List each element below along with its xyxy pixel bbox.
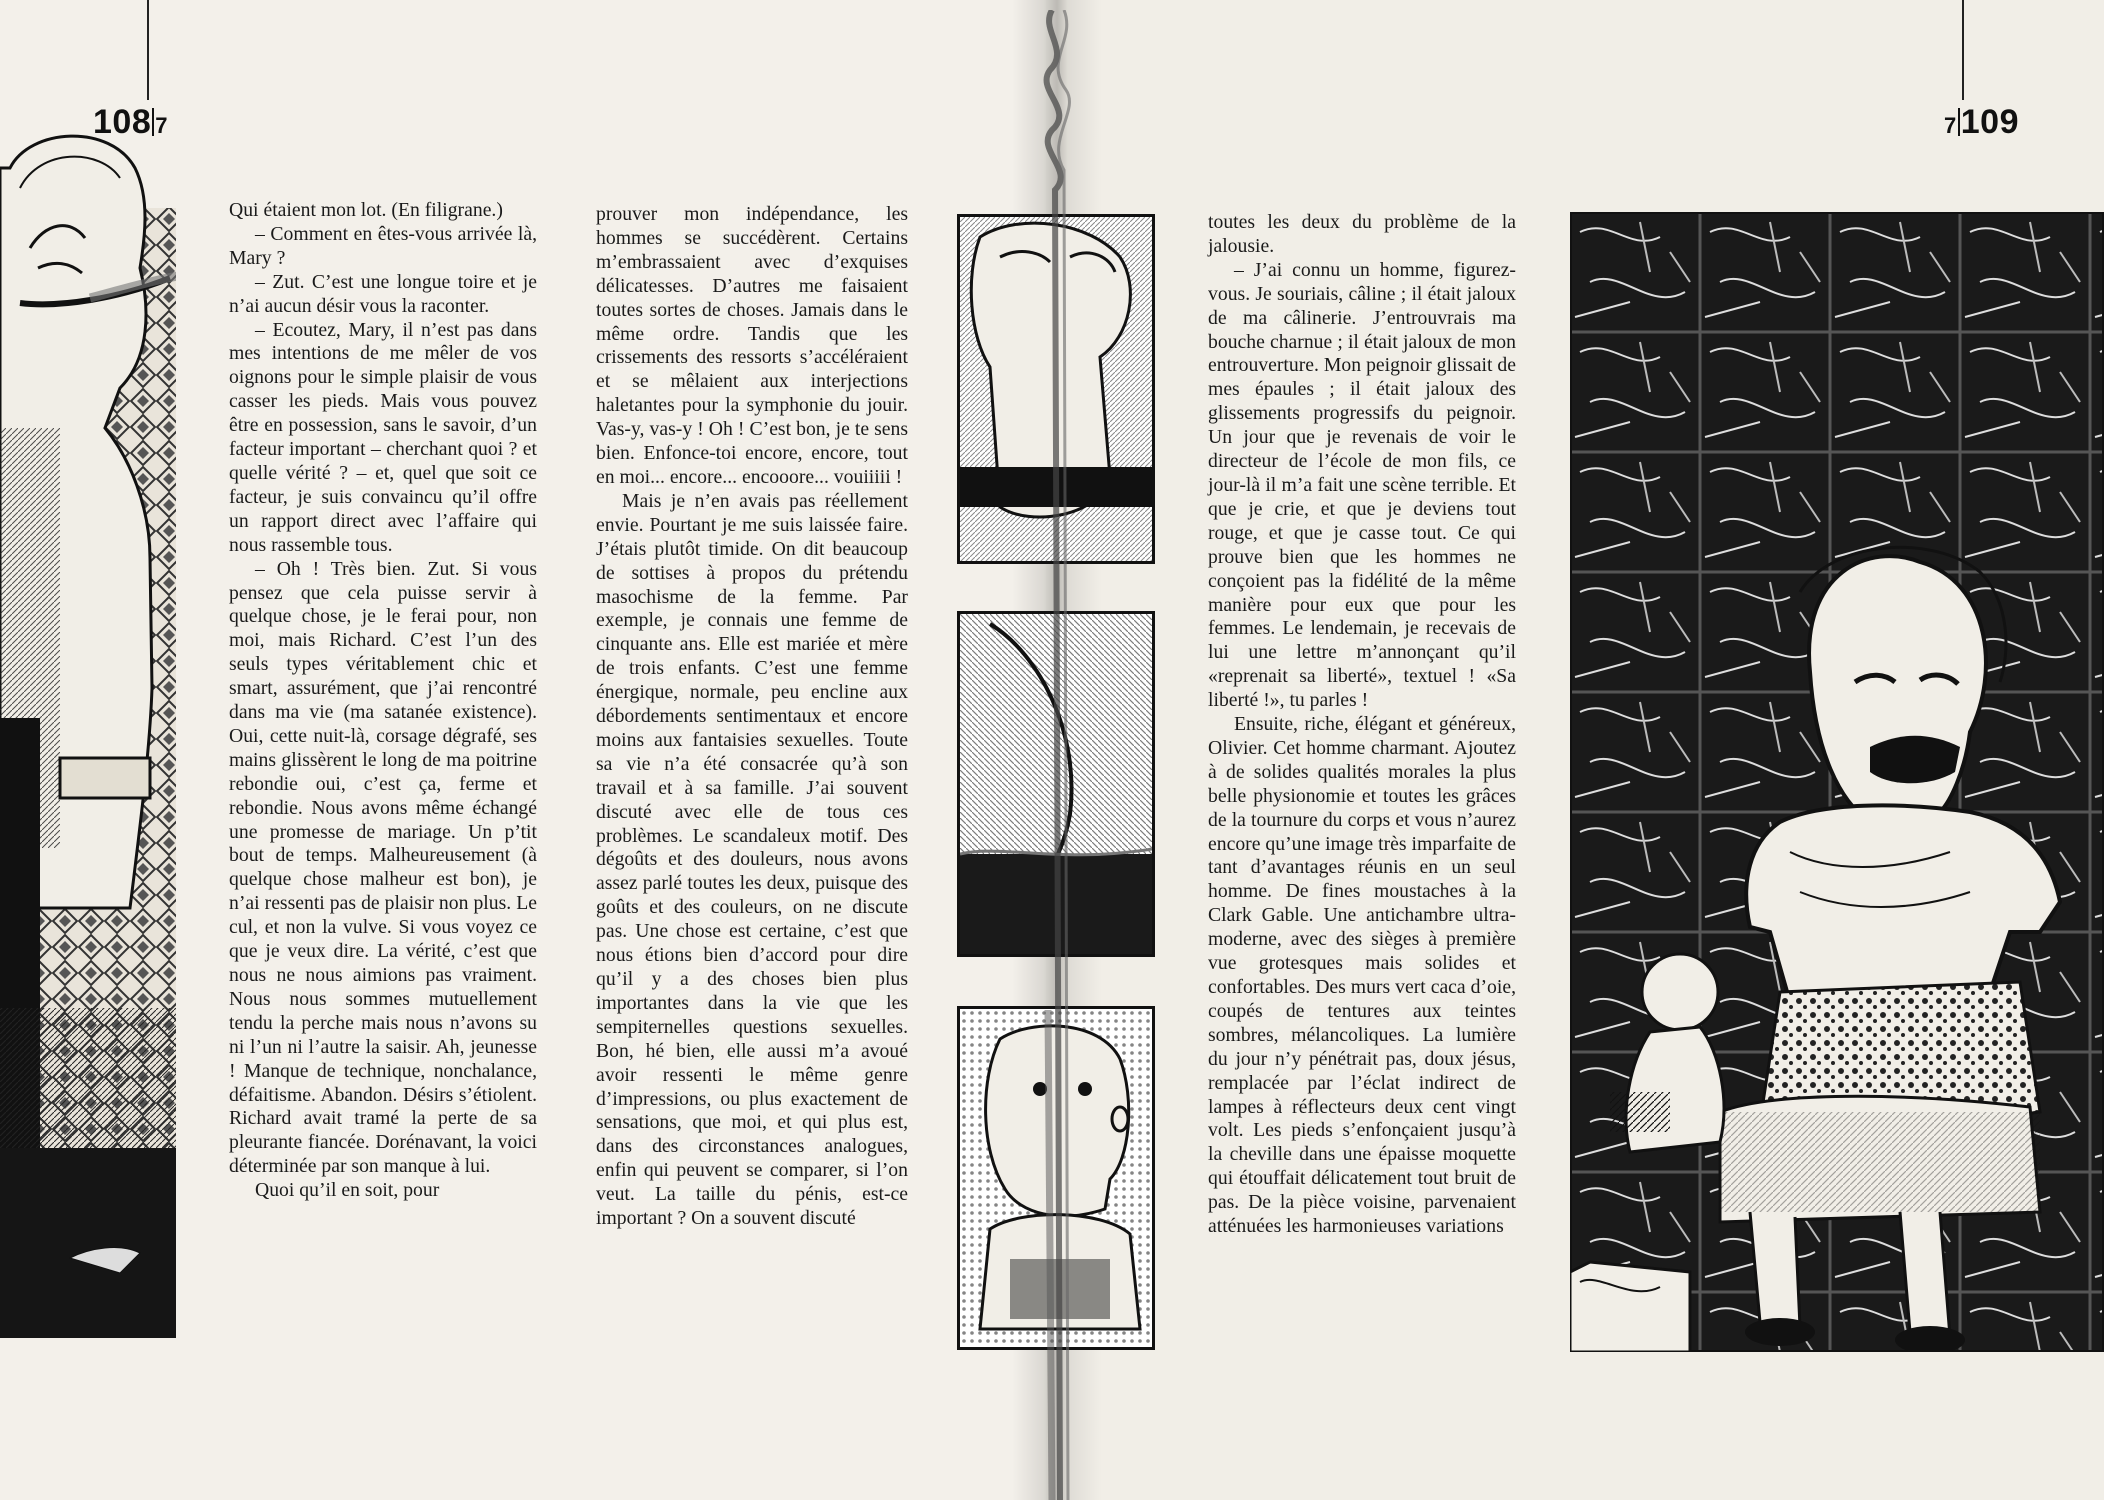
- spine-ink-drip: [1030, 10, 1090, 1500]
- woman-with-doll-illustration: [1570, 212, 2104, 1352]
- page-number-108: 108: [93, 103, 152, 141]
- paragraph: – Oh ! Très bien. Zut. Si vous pensez que cela puisse servir à quelque chose, je le ferai pour, non moi, mais Richard. C’est l’un des seuls types véritablement chic et smart, assurément, que j’ai rencontré dans ma vie (ma satanée existence). Oui, cette nuit-là, corsage dégrafé, ses mains glissèrent le long de ma poitrine rebondie oui, c’est ça, ferme et rebondie. Nous avons même échangé une promesse de mariage. Un p’tit bout de temps. Malheureusement (à quelque chose malheur est bon), je n’ai ressenti pas de plaisir non plus. Le cul, et non la vulve. Si vous voyez ce que je veux dire. La vérité, c’est que nous ne nous aimions pas vraiment. Nous nous sommes mutuellement tendu la perche mais nous n’avons su ni l’un ni l’autre la saisir. Ah, jeunesse ! Manque de technique, nonchalance, défaitisme. Abandon. Désirs s’étiolent. Richard avait tramé la perte de sa pleurante fiancée. Dorénavant, la voici déterminée par son manque à lui.: [229, 557, 537, 1178]
- right-text-column-1: [1208, 211, 1516, 1239]
- paragraph: Qui étaient mon lot. (En filigrane.): [229, 199, 503, 221]
- paragraph: – J’ai connu un homme, figurez-vous. Je souriais, câline ; il était jaloux de ma câlinerie. J’entrouvrais ma bouche charnue ; il était jaloux de mon entrouverture. Mon peignoir glissait de mes épaules ; il était jaloux des glissements progressifs du peignoir. Un jour que je revenais de voir le directeur de l’école de mon fils, ce jour-là il m’a fait une scène terrible. Et que je crie, et que je deviens tout rouge, et que je casse tout. Ce qui prouve bien que les hommes ne conçoient pas la fidélité de la même manière pour eux que pour les femmes. Le lendemain, je recevais de lui une lettre m’annonçant qu’il «reprenait sa liberté», textuel ! «Sa liberté !», tu parles !: [1208, 258, 1516, 712]
- section-number-right: 7: [1944, 113, 1957, 138]
- paragraph: – Comment en êtes-vous arrivée là, Mary ?: [229, 222, 537, 269]
- right-page: [1046, 0, 2104, 1500]
- section-number-left: 7: [155, 113, 168, 138]
- left-text-column-2: [596, 203, 908, 1231]
- paragraph: prouver mon indépendance, les hommes se succédèrent. Certains m’embrassaient avec d’exquises délicatesses. D’autres me faisaient toutes sortes de choses. Jamais dans le même ordre. Tandis que les crissements des ressorts s’accéléraient et se mêlaient aux interjections haletantes pour la symphonie du jouir. Vas-y, vas-y ! Oh ! C’est bon, je te sens bien. Enfonce-toi encore, encore, tout en moi... encore... encooore... vouiiiii !: [596, 203, 908, 488]
- left-text-column-1: [229, 199, 537, 1203]
- paragraph: – Ecoutez, Mary, il n’est pas dans mes intentions de me mêler de vos oignons pour le simple plaisir de vous casser les pieds. Mais vous pouvez être en possession, sans le savoir, d’un facteur important – cherchant quoi ? et quelle vérité ? – et, quel que soit ce facteur, je suis convaincu qu’il offre un rapport direct avec l’affaire qui nous rassemble tous.: [229, 318, 537, 556]
- top-rule-right: [1962, 0, 1964, 100]
- paragraph: toutes les deux du problème de la jalousie.: [1208, 211, 1516, 257]
- paragraph: Quoi qu’il en soit, pour: [255, 1179, 440, 1202]
- page-number-109: 109: [1960, 103, 2019, 141]
- paragraph: Ensuite, riche, élégant et généreux, Olivier. Cet homme charmant. Ajoutez à de solides qualités morales la plus belle physionomie et toutes les grâces de la tournure du corps et vous n’aurez encore qu’une image très imparfaite de tant d’avantages réunis en un seul homme. De fines moustaches à la Clark Gable. Une antichambre ultra-moderne, avec des sièges à première vue grotesques mais solides et confortables. Des murs vert caca d’oie, coupés de tentures aux teintes sombres, mélancoliques. La lumière du jour n’y pénétrait pas, doux jésus, remplacée par l’éclat indirect de lampes à réflecteurs deux cent vingt volt. Les pieds s’enfonçaient jusqu’à la cheville dans une épaisse moquette qui étouffait délicatement tout bruit de pas. De la pièce voisine, parvenaient atténuées les harmonieuses variations: [1208, 713, 1516, 1238]
- left-edge-illustration: [0, 128, 176, 1338]
- paragraph: – Zut. C’est une longue toire et je n’ai aucun désir vous la raconter.: [229, 270, 537, 317]
- top-rule-left: [147, 0, 149, 100]
- left-page: [0, 0, 1046, 1500]
- paragraph: Mais je n’en avais pas réellement envie. Pourtant je me suis laissée faire. J’étais plutôt timide. On dit beaucoup de sottises à propos du prétendu masochisme de la femme. Par exemple, je connais une femme de cinquante ans. Elle est mariée et mère de trois enfants. C’est une femme énergique, normale, peu encline aux débordements sentimentaux et encore moins aux fantaisies sexuelles. Toute sa vie n’a été consacrée qu’à son travail et à sa famille. J’ai souvent discuté avec elle de tous ces problèmes. Le scandaleux motif. Des dégoûts et des douleurs, nous avons assez parlé toutes les deux, puisque des goûts et des couleurs, on ne discute pas. Une chose est certaine, c’est que nous étions bien d’accord pour dire qu’il y a des choses bien plus importantes dans la vie que les sempiternelles questions sexuelles. Bon, hé bien, elle aussi m’a avoué avoir ressenti le même genre d’impressions, ou plus exactement de sensations, que moi, et qui plus est, dans des circonstances analogues, enfin qui peuvent se comparer, si l’on veut. La taille du pénis, est-ce important ? On a souvent discuté: [596, 489, 908, 1230]
- page-number-right: [1944, 103, 2019, 142]
- page-divider: [1958, 108, 1960, 136]
